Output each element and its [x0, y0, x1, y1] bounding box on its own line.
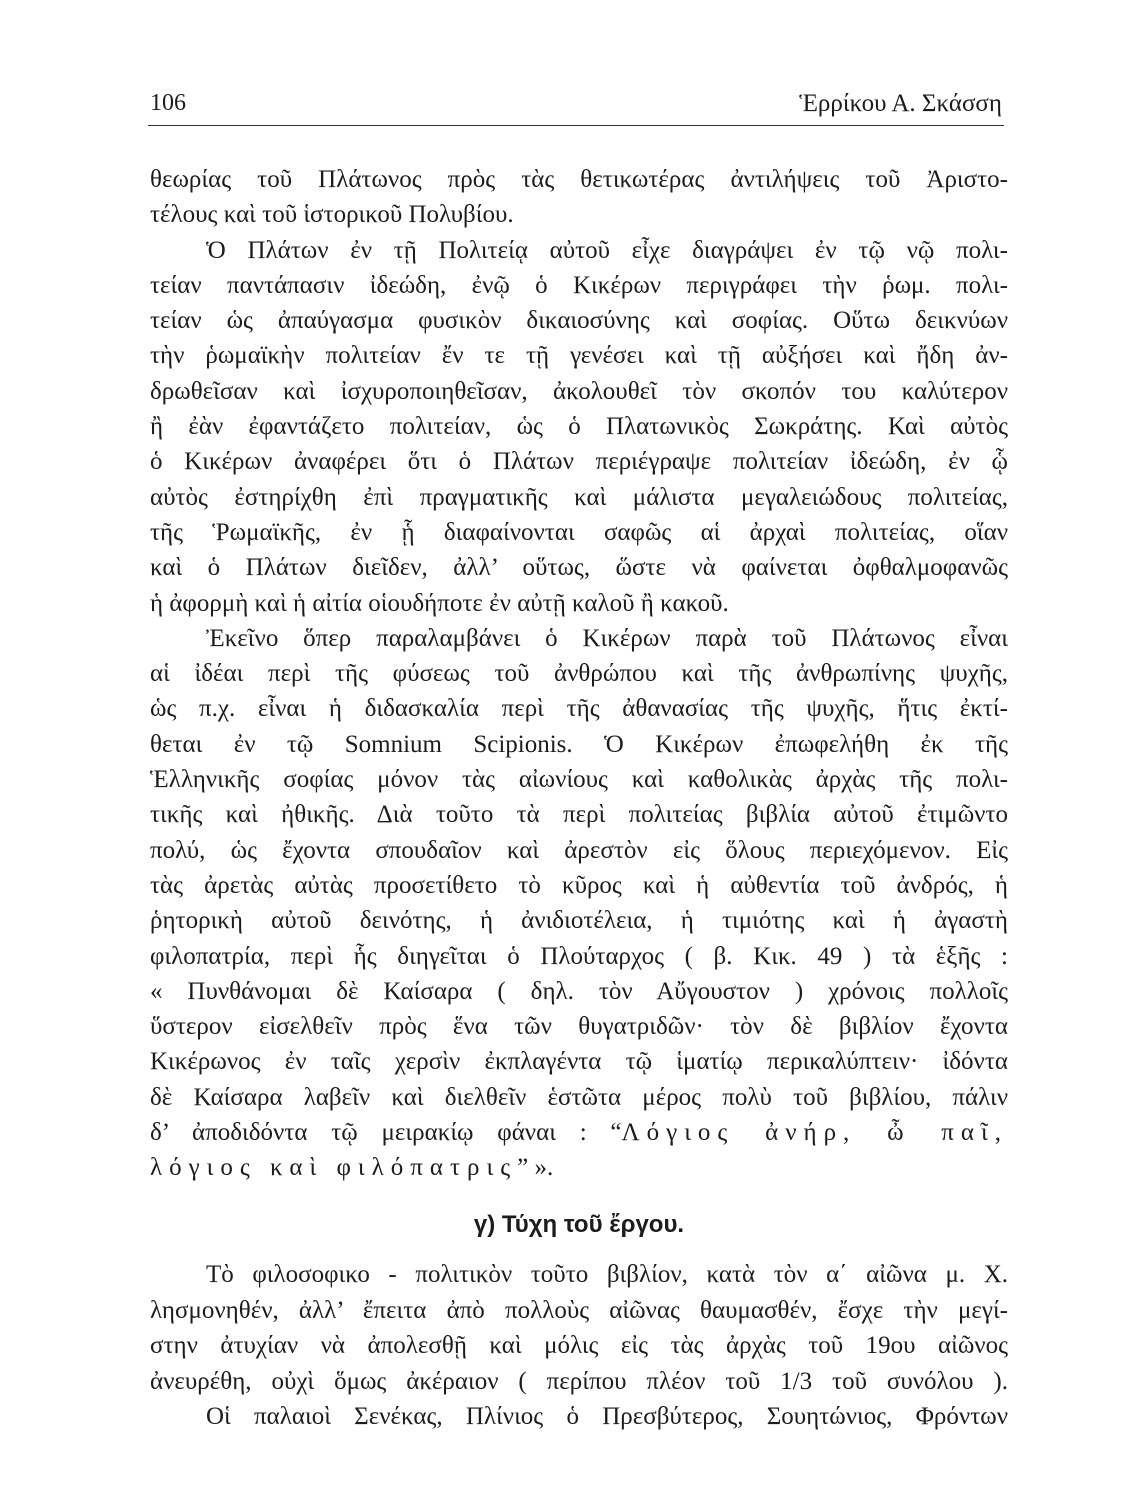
header-rule — [148, 125, 1004, 126]
spaced-quote: Λόγιος ἀνήρ, ὦ παῖ, — [621, 1119, 1009, 1147]
page-header — [148, 86, 1004, 122]
text-line: ὡς π.χ. εἶναι ἡ διδασκαλία περὶ τῆς ἀθανασίας τῆς ψυχῆς, ἥτις ἐκτί- — [150, 695, 1008, 723]
body-text — [150, 162, 1008, 1186]
text-line: θεται ἐν τῷ Somnium Scipionis. Ὁ Κικέρων ἐπωφελήθη ἐκ τῆς — [150, 730, 1008, 758]
text-line: δὲ Καίσαρα λαβεῖν καὶ διελθεῖν ἑστῶτα μέρος πολὺ τοῦ βιβλίου, πάλιν — [150, 1083, 1008, 1111]
section-heading: γ) Τύχη τοῦ ἔργου. — [473, 1211, 685, 1238]
text-line: αὐτὸς ἐστηρίχθη ἐπὶ πραγματικῆς καὶ μάλιστα μεγαλειώδους πολιτείας, — [150, 483, 1008, 511]
text-line: « Πυνθάνομαι δὲ Καίσαρα ( δηλ. τὸν Αὔγουστον ) χρόνοις πολλοῖς — [150, 977, 1008, 1005]
text-line — [150, 1115, 1008, 1150]
text-line: δρωθεῖσαν καὶ ἰσχυροποιηθεῖσαν, ἀκολουθεῖ τὸν σκοπόν του καλύτερον — [150, 377, 1008, 405]
running-title: Ἑρρίκου Α. Σκάσση — [799, 90, 1002, 117]
text-line: πολύ, ὡς ἔχοντα σπουδαῖον καὶ ἀρεστὸν εἰς ὅλους περιεχόμενον. Εἰς — [150, 836, 1008, 864]
text-line: φιλοπατρία, περὶ ἧς διηγεῖται ὁ Πλούταρχος ( β. Κικ. 49 ) τὰ ἑξῆς : — [150, 942, 1008, 970]
text-line: ῥητορικὴ αὐτοῦ δεινότης, ἡ ἀνιδιοτέλεια, ἡ τιμιότης καὶ ἡ ἀγαστὴ — [150, 907, 1008, 935]
text-line: αἱ ἰδέαι περὶ τῆς φύσεως τοῦ ἀνθρώπου καὶ τῆς ἀνθρωπίνης ψυχῆς, — [150, 660, 1008, 688]
text-line: ὕστερον εἰσελθεῖν πρὸς ἕνα τῶν θυγατριδῶν· τὸν δὲ βιβλίον ἔχοντα — [150, 1013, 1008, 1041]
text-line: θεωρίας τοῦ Πλάτωνος πρὸς τὰς θετικωτέρας ἀντιλήψεις τοῦ Ἀριστο- — [150, 166, 1008, 193]
section — [150, 1207, 1008, 1435]
text-line: Ἑλληνικῆς σοφίας μόνον τὰς αἰωνίους καὶ καθολικὰς ἀρχὰς τῆς πολι- — [150, 766, 1008, 794]
text-line: ἡ ἀφορμὴ καὶ ἡ αἰτία οἱουδήποτε ἐν αὐτῇ καλοῦ ἢ κακοῦ. — [150, 589, 729, 617]
text-line: Ὁ Πλάτων ἐν τῇ Πολιτείᾳ αὐτοῦ εἶχε διαγράψει ἐν τῷ νῷ πολι- — [206, 236, 1008, 264]
text-line: ἢ ἐὰν ἐφαντάζετο πολιτείαν, ὡς ὁ Πλατωνικὸς Σωκράτης. Καὶ αὐτὸς — [150, 413, 1008, 441]
text-line: ἀνευρέθη, οὐχὶ ὅμως ἀκέραιον ( περίπου πλέον τοῦ 1/3 τοῦ συνόλου ). — [150, 1367, 1008, 1395]
text-line: τέλους καὶ τοῦ ἱστορικοῦ Πολυβίου. — [150, 201, 514, 229]
text-line: Τὸ φιλοσοφικο - πολιτικὸν τοῦτο βιβλίον, κατὰ τὸν α΄ αἰῶνα μ. Χ. — [206, 1261, 1008, 1288]
text-line: λησμονηθέν, ἀλλ’ ἔπειτα ἀπὸ πολλοὺς αἰῶνας θαυμασθέν, ἔσχε τὴν μεγί- — [150, 1296, 1008, 1324]
text-line: ὁ Κικέρων ἀναφέρει ὅτι ὁ Πλάτων περιέγραψε πολιτείαν ἰδεώδη, ἐν ᾧ — [150, 448, 1008, 476]
text-line: τὰς ἀρετὰς αὐτὰς προσετίθετο τὸ κῦρος καὶ ἡ αὐθεντία τοῦ ἀνδρός, ἡ — [150, 871, 1008, 899]
text-line: Οἱ παλαιοὶ Σενέκας, Πλίνιος ὁ Πρεσβύτερος, Σουητώνιος, Φρόντων — [206, 1403, 1008, 1430]
text-line: τῆς Ῥωμαϊκῆς, ἐν ᾗ διαφαίνονται σαφῶς αἱ ἀρχαὶ πολιτείας, οἵαν — [150, 518, 1008, 546]
quote-tail: ” ». — [517, 1154, 554, 1182]
text-line — [150, 1150, 1008, 1185]
text-line: τείαν παντάπασιν ἰδεώδη, ἐνῷ ὁ Κικέρων περιγράφει τὴν ῥωμ. πολι- — [150, 271, 1008, 299]
quote-lead: δ’ ἀποδιδόντα τῷ μειρακίῳ φάναι : “ — [150, 1119, 622, 1147]
text-line: καὶ ὁ Πλάτων διεῖδεν, ἀλλ’ οὕτως, ὥστε νὰ φαίνεται ὀφθαλμοφανῶς — [150, 554, 1008, 582]
text-line: Κικέρωνος ἐν ταῖς χερσὶν ἐκπλαγέντα τῷ ἱματίῳ περικαλύπτειν· ἰδόντα — [150, 1048, 1008, 1076]
page-number: 106 — [150, 90, 186, 116]
text-line: τικῆς καὶ ἠθικῆς. Διὰ τοῦτο τὰ περὶ πολιτείας βιβλία αὐτοῦ ἐτιμῶντο — [150, 801, 1008, 829]
text-line: τὴν ῥωμαϊκὴν πολιτείαν ἔν τε τῇ γενέσει καὶ τῇ αὐξήσει καὶ ἤδη ἀν- — [150, 342, 1008, 370]
text-line: τείαν ὡς ἀπαύγασμα φυσικὸν δικαιοσύνης καὶ σοφίας. Οὕτω δεικνύων — [150, 307, 1008, 335]
text-line: στην ἀτυχίαν νὰ ἀπολεσθῇ καὶ μόλις εἰς τὰς ἀρχὰς τοῦ 19ου αἰῶνος — [150, 1332, 1008, 1359]
text-line: Ἐκεῖνο ὅπερ παραλαμβάνει ὁ Κικέρων παρὰ τοῦ Πλάτωνος εἶναι — [206, 624, 1008, 652]
spaced-quote: λόγιος καὶ φιλόπατρις — [150, 1154, 518, 1182]
